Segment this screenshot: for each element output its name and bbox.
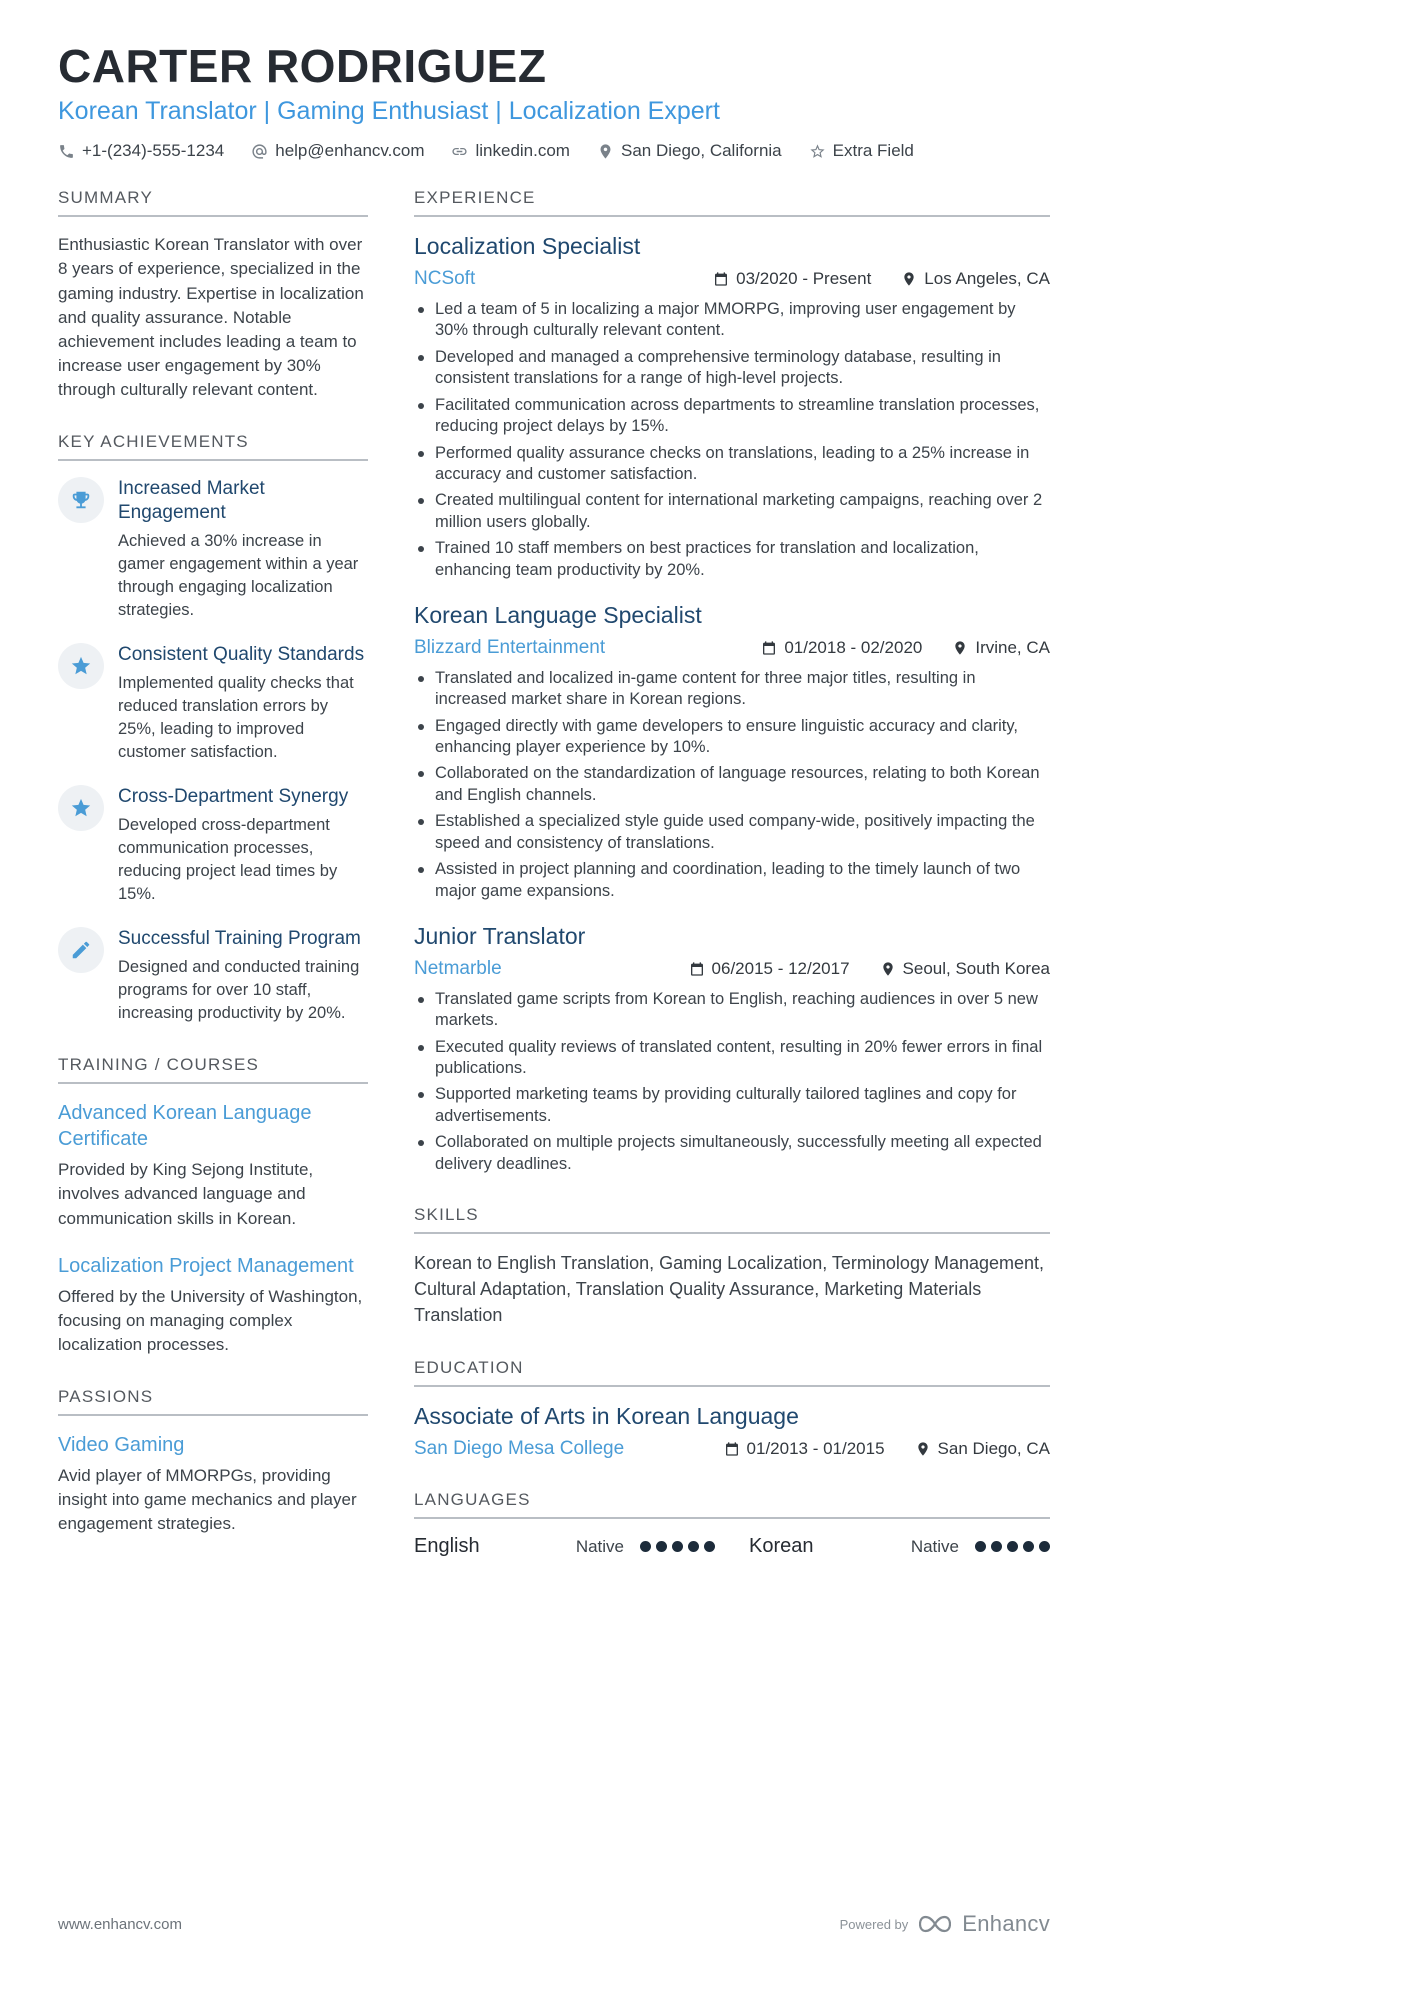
enhancv-brand-text: Enhancv <box>962 1911 1050 1936</box>
achievement-text: Implemented quality checks that reduced translation errors by 25%, leading to improved customer satisfaction. <box>118 673 354 762</box>
job-location <box>880 959 1050 979</box>
summary-text: Enthusiastic Korean Translator with over 8 years of experience, specialized in the gaming industry. Expertise in localization and quality assurance. Notable achievement includes leading a team to increase user engagement by 30% through culturally relevant content. <box>58 235 364 400</box>
location-icon <box>901 271 917 287</box>
achievement-body <box>118 785 368 906</box>
contact-email[interactable] <box>251 141 424 161</box>
passions-heading: PASSIONS <box>58 1387 368 1416</box>
job-title: Korean Language Specialist <box>414 602 702 629</box>
location-icon <box>880 961 896 977</box>
left-column <box>58 188 368 1566</box>
education-location-text: San Diego, CA <box>937 1439 1050 1459</box>
education-meta-row <box>414 1438 1050 1460</box>
job-dates-text: 06/2015 - 12/2017 <box>711 958 850 978</box>
section-skills <box>414 1205 1050 1328</box>
job-company: NCSoft <box>414 267 476 289</box>
education-dates-text: 01/2013 - 01/2015 <box>746 1439 885 1459</box>
achievement-text: Developed cross-department communication processes, reducing project lead times by 15%. <box>118 815 338 904</box>
job-dates <box>713 269 871 289</box>
achievements-heading: KEY ACHIEVEMENTS <box>58 432 368 461</box>
job-dates-text: 01/2018 - 02/2020 <box>784 637 923 657</box>
proficiency-dot <box>656 1541 667 1552</box>
course-item <box>58 1100 368 1230</box>
bullet-item: Established a specialized style guide used company-wide, positively impacting the speed and consistency of translations. <box>414 811 1050 854</box>
pen-icon <box>58 927 104 973</box>
language-proficiency-dots <box>975 1541 1050 1552</box>
resume-columns <box>58 188 1050 1588</box>
bullet-item: Led a team of 5 in localizing a major MMORPG, improving user engagement by 30% through culturally relevant content. <box>414 299 1050 342</box>
achievement-title: Cross-Department Synergy <box>118 786 349 808</box>
section-experience <box>414 188 1050 1175</box>
languages-heading: LANGUAGES <box>414 1490 1050 1519</box>
achievement-item <box>58 785 368 906</box>
bullet-item: Performed quality assurance checks on translations, leading to a 25% increase in accuracy and customer satisfaction. <box>414 443 1050 486</box>
section-summary <box>58 188 368 402</box>
training-heading: TRAINING / COURSES <box>58 1055 368 1084</box>
bullet-item: Engaged directly with game developers to ensure linguistic accuracy and clarity, enhancing player experience by 10%. <box>414 716 1050 759</box>
location-icon <box>952 640 968 656</box>
job-dates-text: 03/2020 - Present <box>736 268 872 288</box>
proficiency-dot <box>672 1541 683 1552</box>
proficiency-dot <box>975 1541 986 1552</box>
job-meta-row <box>414 637 1050 659</box>
contact-email-text: help@enhancv.com <box>275 141 425 161</box>
location-icon <box>915 1441 931 1457</box>
contact-phone-text: +1-(234)-555-1234 <box>82 141 225 161</box>
bullet-item: Supported marketing teams by providing culturally tailored taglines and copy for advertisements. <box>414 1084 1050 1127</box>
language-name: Korean <box>749 1535 814 1558</box>
contact-location-text: San Diego, California <box>620 141 782 161</box>
contact-row <box>58 141 1050 161</box>
education-heading: EDUCATION <box>414 1358 1050 1387</box>
job-entry <box>414 923 1050 1175</box>
skills-text: Korean to English Translation, Gaming Localization, Terminology Management, Cultural Adaptation, Translation Quality Assurance, Marketing Materials Translation <box>414 1253 1045 1326</box>
contact-link-text: linkedin.com <box>475 141 570 161</box>
achievement-item <box>58 477 368 622</box>
contact-phone <box>58 141 224 161</box>
bullet-item: Collaborated on multiple projects simultaneously, successfully meeting all expected delivery deadlines. <box>414 1132 1050 1175</box>
achievement-title: Consistent Quality Standards <box>118 644 365 666</box>
star-icon <box>58 785 104 831</box>
job-dates <box>689 959 850 979</box>
footer-site-link[interactable]: www.enhancv.com <box>58 1915 182 1933</box>
passion-item <box>58 1432 368 1536</box>
job-company: Blizzard Entertainment <box>414 636 606 658</box>
skills-heading: SKILLS <box>414 1205 1050 1234</box>
section-key-achievements <box>58 432 368 1025</box>
job-location <box>901 269 1050 289</box>
achievement-body <box>118 477 368 622</box>
proficiency-dot <box>640 1541 651 1552</box>
education-school: San Diego Mesa College <box>414 1438 625 1460</box>
job-location <box>952 638 1050 658</box>
course-item <box>58 1253 368 1357</box>
enhancv-logo-icon <box>919 1914 951 1934</box>
bullet-item: Executed quality reviews of translated content, resulting in 20% fewer errors in final publications. <box>414 1037 1050 1080</box>
language-item <box>749 1535 1050 1558</box>
proficiency-dot <box>991 1541 1002 1552</box>
achievement-body <box>118 643 368 764</box>
section-education <box>414 1358 1050 1460</box>
proficiency-dot <box>1007 1541 1018 1552</box>
language-proficiency-dots <box>640 1541 715 1552</box>
right-column <box>414 188 1050 1588</box>
achievement-item <box>58 927 368 1025</box>
bullet-item: Developed and managed a comprehensive terminology database, resulting in consistent translations for a range of high-level projects. <box>414 347 1050 390</box>
job-entry <box>414 233 1050 581</box>
resume-header <box>58 42 1050 161</box>
section-languages <box>414 1490 1050 1558</box>
job-bullets <box>414 989 1050 1176</box>
job-dates <box>761 638 922 658</box>
proficiency-dot <box>1039 1541 1050 1552</box>
passion-title: Video Gaming <box>58 1434 185 1457</box>
job-title: Junior Translator <box>414 923 586 950</box>
achievement-text: Designed and conducted training programs for over 10 staff, increasing productivity by 20%. <box>118 958 360 1023</box>
calendar-icon <box>761 640 777 656</box>
course-title: Localization Project Management <box>58 1254 354 1277</box>
language-level: Native <box>910 1536 959 1556</box>
powered-by-block <box>840 1911 1050 1937</box>
language-level: Native <box>575 1536 624 1556</box>
achievement-body <box>118 927 368 1025</box>
bullet-item: Trained 10 staff members on best practices for translation and localization, enhancing team productivity by 20%. <box>414 538 1050 581</box>
achievement-title: Successful Training Program <box>118 928 361 950</box>
summary-heading: SUMMARY <box>58 188 368 217</box>
course-text: Offered by the University of Washington, focusing on managing complex localization processes. <box>58 1286 363 1354</box>
star-icon <box>58 643 104 689</box>
proficiency-dot <box>688 1541 699 1552</box>
job-title: Localization Specialist <box>414 233 641 260</box>
language-name: English <box>414 1535 480 1558</box>
job-location-text: Seoul, South Korea <box>902 958 1050 978</box>
job-bullets <box>414 668 1050 902</box>
page-footer <box>58 1911 1050 1937</box>
link-icon <box>451 143 468 160</box>
bullet-item: Facilitated communication across departments to streamline translation processes, reducing project delays by 15%. <box>414 395 1050 438</box>
bullet-item: Created multilingual content for international marketing campaigns, reaching over 2 million users globally. <box>414 490 1050 533</box>
calendar-icon <box>689 961 705 977</box>
contact-extra-text: Extra Field <box>832 141 914 161</box>
person-headline: Korean Translator | Gaming Enthusiast | Localization Expert <box>58 97 720 126</box>
contact-extra-field <box>809 141 914 161</box>
bullet-item: Translated and localized in-game content for three major titles, resulting in increased market share in Korean regions. <box>414 668 1050 711</box>
languages-row <box>414 1535 1050 1558</box>
bullet-item: Collaborated on the standardization of language resources, relating to both Korean and English channels. <box>414 763 1050 806</box>
trophy-icon <box>58 477 104 523</box>
education-degree: Associate of Arts in Korean Language <box>414 1403 799 1430</box>
education-location <box>915 1439 1050 1459</box>
achievement-item <box>58 643 368 764</box>
job-company: Netmarble <box>414 957 502 979</box>
proficiency-dot <box>1023 1541 1034 1552</box>
job-bullets <box>414 299 1050 581</box>
job-meta-row <box>414 958 1050 980</box>
achievement-title: Increased Market Engagement <box>118 478 265 523</box>
course-text: Provided by King Sejong Institute, involves advanced language and communication skills in Korean. <box>58 1160 314 1228</box>
experience-heading: EXPERIENCE <box>414 188 1050 217</box>
section-training-courses <box>58 1055 368 1357</box>
job-location-text: Los Angeles, CA <box>924 268 1050 288</box>
person-name: CARTER RODRIGUEZ <box>58 40 547 92</box>
contact-link[interactable] <box>451 141 570 161</box>
calendar-icon <box>713 271 729 287</box>
calendar-icon <box>724 1441 740 1457</box>
bullet-item: Assisted in project planning and coordination, leading to the timely launch of two major game expansions. <box>414 859 1050 902</box>
proficiency-dot <box>704 1541 715 1552</box>
course-title: Advanced Korean Language Certificate <box>58 1102 312 1151</box>
powered-by-text: Powered by <box>839 1916 909 1932</box>
contact-location <box>597 141 782 161</box>
phone-icon <box>58 143 75 160</box>
star-icon <box>809 143 826 160</box>
job-location-text: Irvine, CA <box>975 637 1050 657</box>
bullet-item: Translated game scripts from Korean to English, reaching audiences in over 5 new markets. <box>414 989 1050 1032</box>
email-icon <box>251 143 268 160</box>
passion-text: Avid player of MMORPGs, providing insight into game mechanics and player engagement strategies. <box>58 1466 357 1534</box>
job-entry <box>414 602 1050 902</box>
location-icon <box>597 143 614 160</box>
achievement-text: Achieved a 30% increase in gamer engagement within a year through engaging localization strategies. <box>118 531 359 619</box>
job-meta-row <box>414 268 1050 290</box>
language-item <box>414 1535 715 1558</box>
education-dates <box>724 1439 885 1459</box>
section-passions <box>58 1387 368 1536</box>
